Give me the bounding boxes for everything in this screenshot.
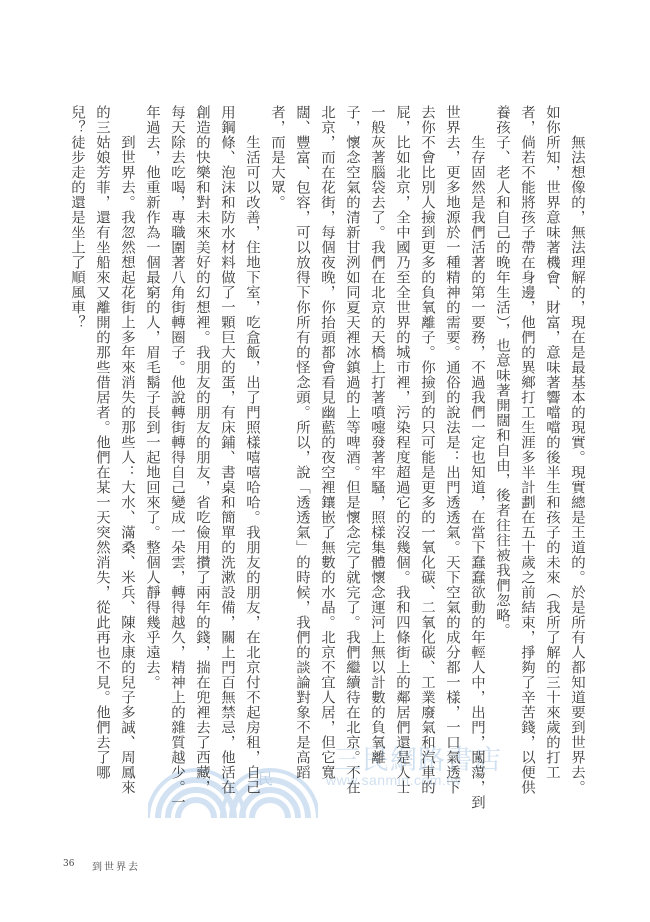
text-column: 者，而是大眾。 — [269, 105, 285, 210]
text-column: 的三姑娘芳菲，還有坐船來又離開的那些借居者。他們在某一天突然消失，從此再也不見。他們去了哪 — [94, 105, 110, 780]
text-column: 創造的快樂和對未來美好的幻想裡。我朋友的朋友的朋友，省吃儉用攢了兩年的錢，揣在兜裡去了西藏， — [194, 105, 210, 795]
text-column: 一般灰著腦袋去了。我們在北京的天橋上打著噴嚏發著牢騷，照樣集體懷念運河上無以計數的負氧離 — [369, 105, 385, 765]
text-column: 養孩子、老人和自己的晚年生活），也意味著開闊和自由，後者往往被我們忽略。 — [494, 105, 510, 638]
watermark-url: www.sanmin.com.tw — [326, 772, 462, 788]
watermark-store-name: 三民網路書店 — [334, 745, 502, 776]
text-column: 生活可以改善，住地下室，吃盒飯，出了門照樣嘻嘻哈哈。我朋友的朋友，在北京付不起房租，自己 — [244, 135, 260, 795]
text-column: 生存固然是我們活著的第一要務，不過我們一定也知道，在當下蠢蠢欲動的年輕人中，出門，闖蕩，到 — [469, 135, 485, 810]
text-column: 闊、豐富、包容，可以放得下你所有的怪念頭。所以，說「透透氣」的時候，我們的談論對象不是高蹈 — [294, 105, 310, 780]
text-column: 到世界去。我忽然想起花街上多年來消失的那些人：大水、滿桑、米兵、陳永康的兒子多誠、周鳳來 — [119, 135, 135, 795]
text-column: 年過去，他重新作為一個最窮的人，眉毛鬍子長到一起地回來了。整個人靜得幾乎遠去。 — [144, 105, 160, 690]
text-column: 北京，而在花街，每個夜晚，你抬頭都會看見幽藍的夜空裡鑲嵌了無數的水晶。北京不宜人居，但它寬 — [319, 105, 335, 780]
text-column: 如你所知，世界意味著機會、財富，意味著響噹噹的後半生和孩子的未來（我所了解的三十來歲的打工 — [544, 105, 560, 780]
text-column: 兒？徒步走的還是坐上了順風車？ — [69, 105, 85, 330]
text-column: 者，倘若不能將孩子帶在身邊，他們的異鄉打工生涯多半計劃在五十歲之前結束，掙夠了辛苦錢，以便供 — [519, 105, 535, 795]
text-column: 用鋼條、泡沫和防水材料做了一顆巨大的蛋，有床鋪、書桌和簡單的洗漱設備，關上門百無禁忌，他活在 — [219, 105, 235, 795]
text-column: 去你不會比別人撿到更多的負氧離子。你撿到的只可能是更多的一氧化碳、二氧化碳、工業廢氣和汽車的 — [419, 105, 435, 795]
text-column: 每天除去吃喝，專職圍著八角街轉圈子。他說轉街轉得自己變成一朵雲，轉得越久，精神上的雜質越少。一 — [169, 105, 185, 810]
text-column: 無法想像的，無法理解的，現在是最基本的現實。現實總是王道的。於是所有人都知道要到世界去。 — [569, 135, 585, 795]
running-title: 到世界去 — [92, 862, 140, 873]
text-column: 世界去，更多地源於一種精神的需要。通俗的說法是：出門透透氣。天下空氣的成分都一樣，一口氣透下 — [444, 105, 460, 795]
text-column: 子，懷念空氣的清新甘洌如同夏天裡冰鎮過的上等啤酒。但是懷念完了就完了。我們繼續待在北京。不在 — [344, 105, 360, 795]
text-column: 屁，比如北京，全中國乃至全世界的城市裡，污染程度超過它的沒幾個。我和四條街上的鄰居們還是人士 — [394, 105, 410, 795]
page-number: 36 — [63, 859, 75, 869]
watermark-logo-glyph: 民 — [258, 770, 274, 788]
